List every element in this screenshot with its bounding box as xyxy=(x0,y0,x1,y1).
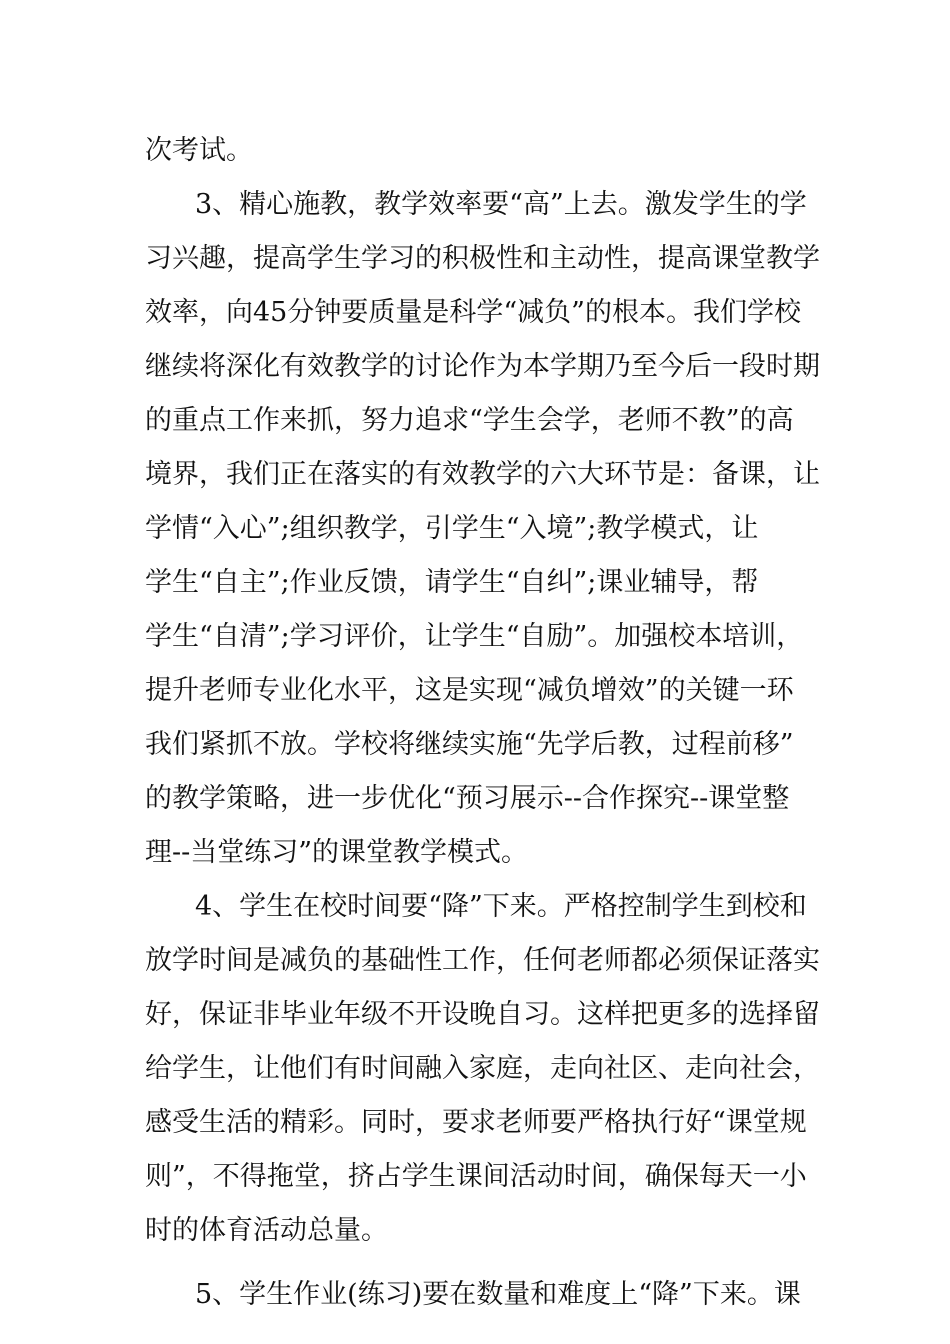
text-line: 的教学策略，进一步优化“预习展示--合作探究--课堂整 xyxy=(145,783,790,814)
text-line: 给学生，让他们有时间融入家庭，走向社区、走向社会， xyxy=(145,1053,820,1084)
text-line: 学情“入心”;组织教学，引学生“入境”;教学模式，让 xyxy=(145,513,759,544)
text-line: 提升老师专业化水平，这是实现“减负增效”的关键一环 xyxy=(145,675,794,706)
text-line: 好，保证非毕业年级不开设晚自习。这样把更多的选择留 xyxy=(145,999,820,1030)
paragraph-4-heading-line: 4、学生在校时间要“降”下来。严格控制学生到校和 xyxy=(195,891,807,922)
text-line: 学生“自清”;学习评价，让学生“自励”。加强校本培训， xyxy=(145,621,804,652)
text-line: 习兴趣，提高学生学习的积极性和主动性，提高课堂教学 xyxy=(145,243,820,274)
text-line: 理--当堂练习”的课堂教学模式。 xyxy=(145,837,529,868)
text-line: 继续将深化有效教学的讨论作为本学期乃至今后一段时期 xyxy=(145,351,820,382)
paragraph-spacer xyxy=(145,1258,825,1268)
text-line: 境界，我们正在落实的有效教学的六大环节是：备课，让 xyxy=(145,459,820,490)
document-body xyxy=(145,124,825,1322)
text-line: 感受生活的精彩。同时，要求老师要严格执行好“课堂规 xyxy=(145,1107,807,1138)
text-line: 时的体育活动总量。 xyxy=(145,1215,388,1246)
paragraph-5-heading-line: 5、学生作业(练习)要在数量和难度上“降”下来。课 xyxy=(195,1279,801,1310)
text-line: 则”，不得拖堂，挤占学生课间活动时间，确保每天一小 xyxy=(145,1161,807,1192)
text-line: 放学时间是减负的基础性工作，任何老师都必须保证落实 xyxy=(145,945,820,976)
paragraph-3-heading-line: 3、精心施教，教学效率要“高”上去。激发学生的学 xyxy=(195,189,807,220)
text-line: 次考试。 xyxy=(145,135,253,166)
text-line: 我们紧抓不放。学校将继续实施“先学后教，过程前移” xyxy=(145,729,794,760)
text-line: 的重点工作来抓，努力追求“学生会学，老师不教”的高 xyxy=(145,405,794,436)
text-line: 学生“自主”;作业反馈，请学生“自纠”;课业辅导，帮 xyxy=(145,567,759,598)
text-line: 效率，向45分钟要质量是科学“减负”的根本。我们学校 xyxy=(145,297,801,328)
